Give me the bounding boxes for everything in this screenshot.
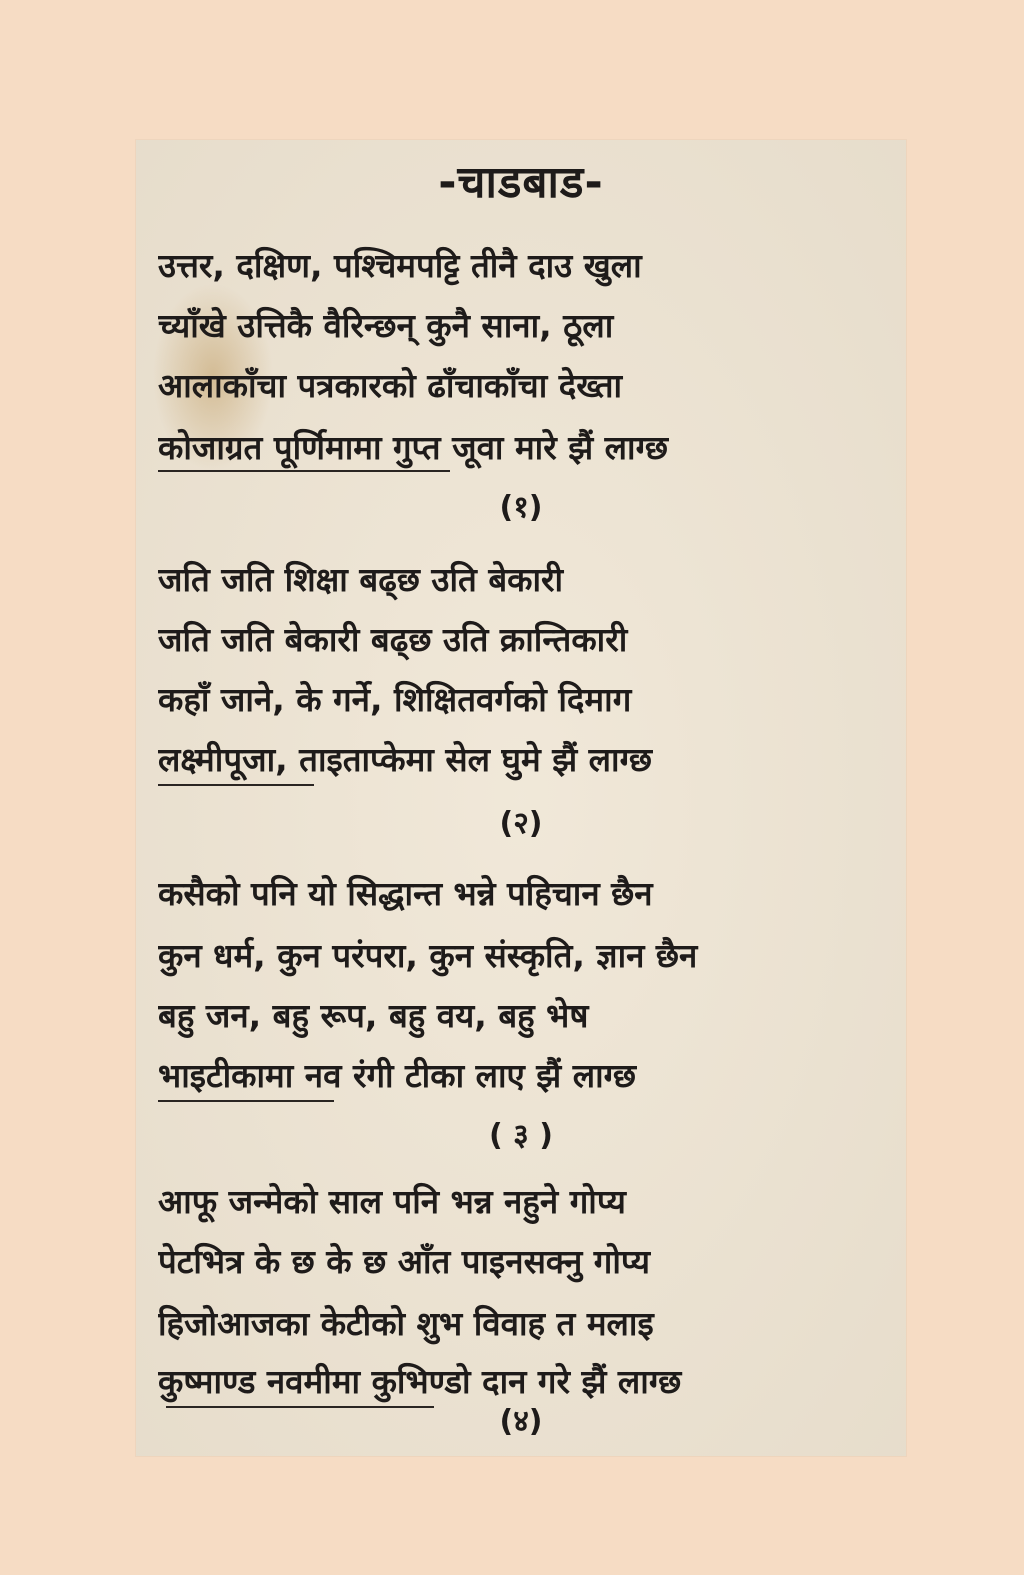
poem-line: कुन धर्म, कुन परंपरा, कुन संस्कृति, ज्ञान छैन (158, 936, 698, 975)
poem-line: भाइटीकामा नव रंगी टीका लाए झैं लाग्छ (158, 1056, 637, 1095)
poem-line: च्याँखे उत्तिकै वैरिन्छन् कुनै साना, ठूला (158, 306, 614, 345)
stanza-number: (२) (499, 806, 543, 841)
poem-line: हिजोआजका केटीको शुभ विवाह त मलाइ (158, 1304, 654, 1343)
poem-line: बहु जन, बहु रूप, बहु वय, बहु भेष (158, 996, 589, 1035)
festival-underline (158, 784, 314, 786)
poem-line: कुष्माण्ड नवमीमा कुभिण्डो दान गरे झैं लाग्छ (158, 1362, 682, 1401)
festival-underline (158, 1100, 334, 1102)
stanza-number: ( ३ ) (489, 1118, 553, 1153)
poem-page (136, 140, 906, 1456)
poem-line: पेटभित्र के छ के छ आँत पाइनसक्नु गोप्य (158, 1242, 650, 1281)
poem-line: उत्तर, दक्षिण, पश्चिमपट्टि तीनै दाउ खुला (158, 246, 642, 285)
poem-line: कहाँ जाने, के गर्ने, शिक्षितवर्गको दिमाग (158, 680, 632, 719)
poem-line: लक्ष्मीपूजा, ताइताप्केमा सेल घुमे झैं लाग्छ (158, 740, 652, 779)
festival-underline (158, 470, 450, 472)
poem-line: कसैको पनि यो सिद्धान्त भन्ने पहिचान छैन (158, 874, 653, 913)
poem-line: जति जति बेकारी बढ्छ उति क्रान्तिकारी (158, 620, 628, 659)
stanza-number: (४) (499, 1404, 543, 1439)
poem-line: कोजाग्रत पूर्णिमामा गुप्त जूवा मारे झैं लाग्छ (158, 428, 668, 467)
stanza-number: (१) (499, 490, 543, 525)
poem-line: जति जति शिक्षा बढ्छ उति बेकारी (158, 560, 564, 599)
poem-line: आलाकाँचा पत्रकारको ढाँचाकाँचा देख्ता (158, 366, 623, 405)
poem-line: आफू जन्मेको साल पनि भन्न नहुने गोप्य (158, 1182, 626, 1221)
poem-title: -चाडबाड- (438, 157, 604, 208)
